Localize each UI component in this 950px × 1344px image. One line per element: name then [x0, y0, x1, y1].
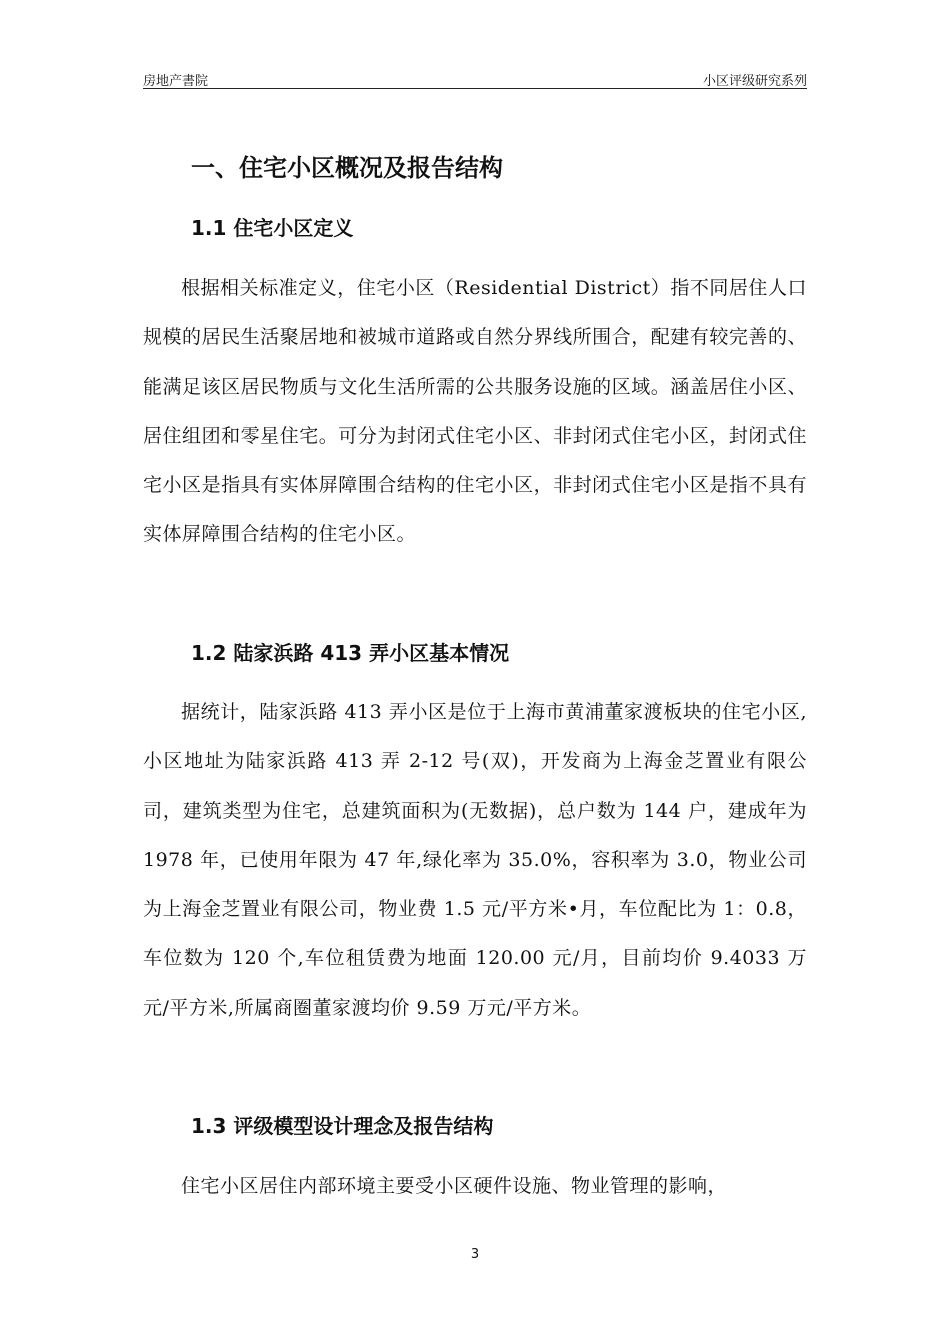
page-header	[143, 68, 807, 89]
chapter-title: 一、住宅小区概况及报告结构	[191, 154, 503, 182]
section-heading-1-2: 1.2 陆家浜路 413 弄小区基本情况	[191, 641, 510, 665]
section-paragraph-1-1: 根据相关标准定义，住宅小区（Residential District）指不同居住人口规模的居民生活聚居地和被城市道路或自然分界线所围合，配建有较完善的、能满足该区居民物质与文化生活所需的公共服务设施的区域。涵盖居住小区、居住组团和零星住宅。可分为封闭式住宅小区、非封闭式住宅小区，封闭式住宅小区是指具有实体屏障围合结构的住宅小区，非封闭式住宅小区是指不具有实体屏障围合结构的住宅小区。	[143, 277, 807, 546]
page-number: 3	[470, 1247, 480, 1262]
section-paragraph-1-3: 住宅小区居住内部环境主要受小区硬件设施、物业管理的影响，	[181, 1175, 728, 1197]
header-right-text: 小区评级研究系列	[702, 74, 807, 89]
section-paragraph-1-2: 据统计，陆家浜路 413 弄小区是位于上海市黄浦董家渡板块的住宅小区,小区地址为陆家浜路 413 弄 2-12 号(双)，开发商为上海金芝置业有限公司，建筑类型为住宅，总建筑面积为(无数据)，总户数为 144 户，建成年为 1978 年，已使用年限为 47 年,绿化率为 35.0%，容积率为 3.0，物业公司为上海金芝置业有限公司，物业费 1.5 元/平方米•月，车位配比为 1：0.8，车位数为 120 个,车位租赁费为地面 120.00 元/月，目前均价 9.4033 万元/平方米,所属商圈董家渡均价 9.59 万元/平方米。	[143, 701, 807, 1019]
section-heading-1-1: 1.1 住宅小区定义	[191, 216, 354, 240]
header-left-text: 房地产書院	[143, 74, 209, 89]
section-heading-1-3: 1.3 评级模型设计理念及报告结构	[191, 1114, 494, 1138]
